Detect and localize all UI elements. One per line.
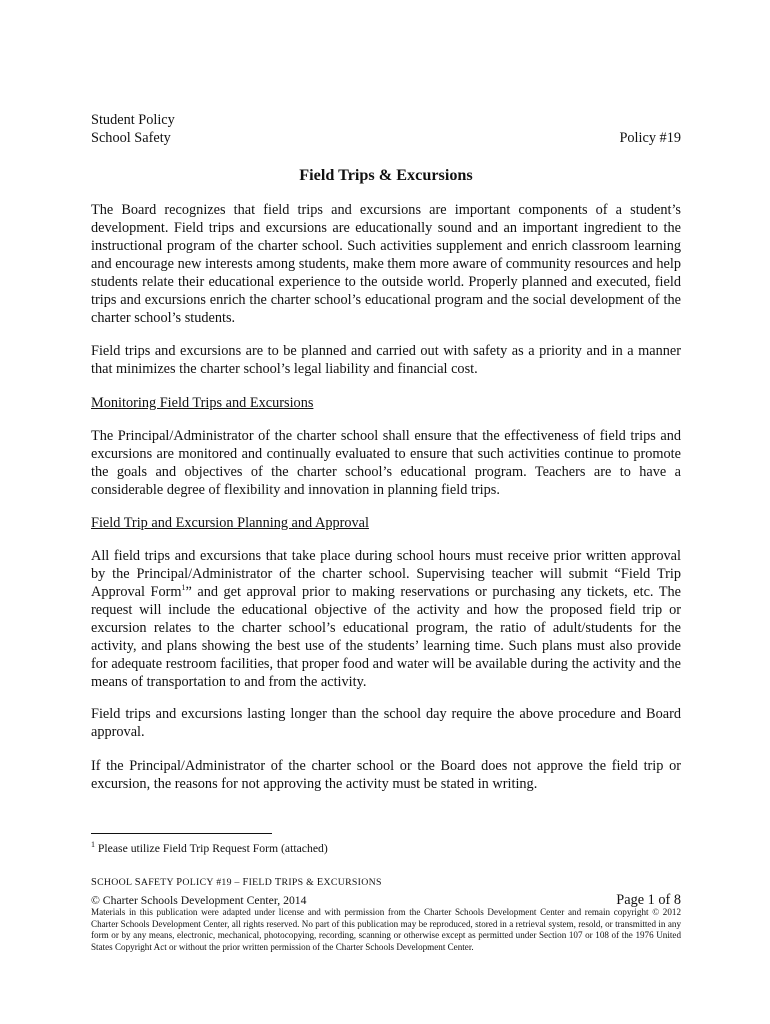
header-subcategory: School Safety	[91, 130, 171, 146]
footer-policy-title: SCHOOL SAFETY POLICY #19 – FIELD TRIPS & EXCURSIONS	[91, 877, 382, 888]
page-title: Field Trips & Excursions	[299, 166, 473, 184]
paragraph-board-approval: Field trips and excursions lasting longer than the school day require the above procedure and Board approval.	[91, 706, 681, 740]
copyright-notice: © Charter Schools Development Center, 2014	[91, 894, 307, 907]
planning-text-start: All field trips and excursions that take place during school hours must receive prior written approval by the Principal/Administrator of the charter school. Supervising teacher will submit “Field Trip Approval Form	[91, 548, 681, 600]
footnote-reference: 1	[181, 583, 186, 593]
policy-header	[91, 111, 681, 147]
policy-number: Policy #19	[619, 130, 681, 146]
planning-text-end: ” and get approval prior to making reservations or purchasing any tickets, etc. The request will include the educational objective of the activity and how the proposed field trip or excursion relates to the charter school’s educational program, the ratio of adult/students for the activity, and plans showing the best use of the students’ learning time. Such plans must also provide for adequate restroom facilities, that proper food and water will be available during the activity and the means of transportation to and from the activity.	[91, 584, 681, 690]
footnote-text: Please utilize Field Trip Request Form (attached)	[95, 842, 328, 855]
footnote-marker: 1	[91, 840, 95, 850]
header-row	[91, 129, 681, 147]
section-heading-planning: Field Trip and Excursion Planning and Approval	[91, 515, 369, 531]
header-category: Student Policy	[91, 112, 175, 128]
paragraph-planning	[91, 547, 681, 691]
paragraph-monitoring: The Principal/Administrator of the charter school shall ensure that the effectiveness of field trips and excursions are monitored and continually evaluated to ensure that such activities continue to promote the goals and objectives of the charter school’s educational program. Teachers are to have a considerable degree of flexibility and innovation in planning field trips.	[91, 428, 681, 498]
page-number: Page 1 of 8	[616, 892, 681, 908]
legal-notice: Materials in this publication were adapted under license and with permission from the Charter Schools Development Center and remain copyright © 2012 Charter Schools Development Center, all rights reserved. No part of this publication may be reproduced, stored in a retrieval system, resold, or transmitted in any form or by any means, electronic, mechanical, photocopying, recording, scanning or otherwise except as permitted under Section 107 or 108 of the 1976 United States Copyright Act or without the prior written permission of the Charter Schools Development Center.	[91, 907, 681, 952]
section-heading-monitoring: Monitoring Field Trips and Excursions	[91, 395, 314, 411]
footnote	[91, 841, 681, 857]
paragraph-intro: The Board recognizes that field trips and excursions are important components of a student’s development. Field trips and excursions are educationally sound and an important ingredient to the instructional program of the charter school. Such activities supplement and enrich classroom learning and encourage new interests among students, make them more aware of community resources and help students relate their educational experience to the outside world. Properly planned and executed, field trips and excursions enrich the charter school’s educational program and the social development of the charter school’s students.	[91, 202, 681, 326]
paragraph-not-approved: If the Principal/Administrator of the charter school or the Board does not approve the field trip or excursion, the reasons for not approving the activity must be stated in writing.	[91, 758, 681, 792]
paragraph-safety: Field trips and excursions are to be planned and carried out with safety as a priority and in a manner that minimizes the charter school’s legal liability and financial cost.	[91, 343, 681, 377]
footnote-divider	[91, 833, 272, 834]
